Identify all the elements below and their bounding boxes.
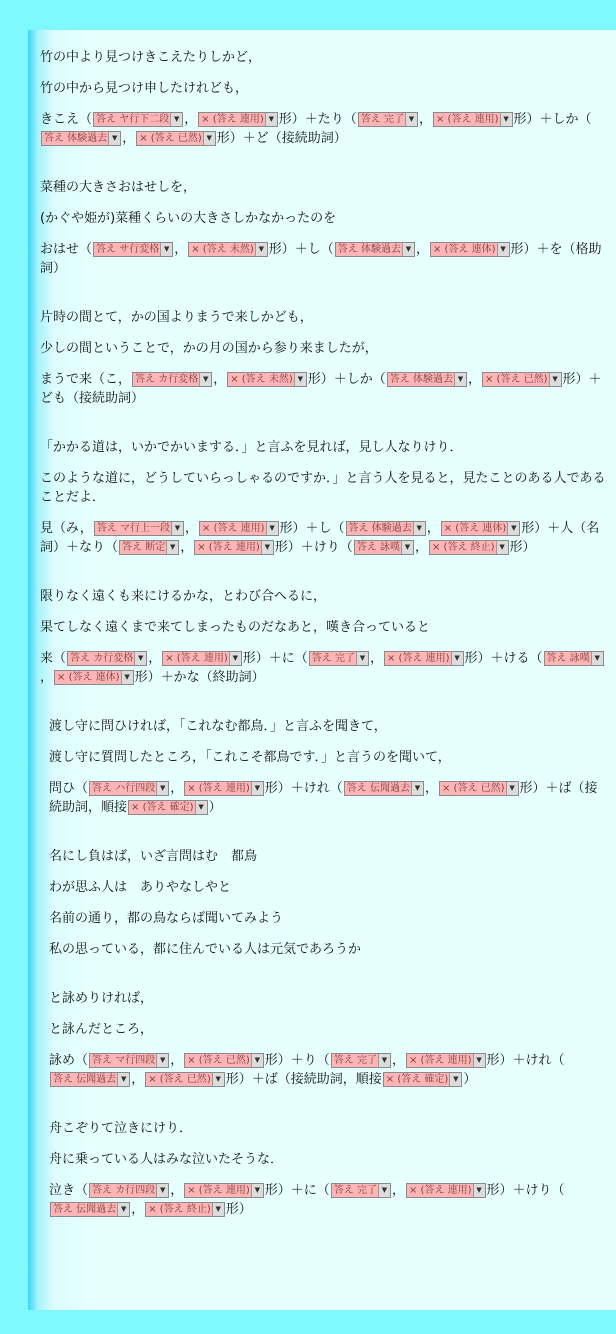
- analysis-text: 来（: [40, 651, 67, 666]
- analysis-text: 形）＋けれ（: [264, 781, 343, 796]
- chevron-down-icon: ▼: [473, 1054, 485, 1067]
- chevron-down-icon: ▼: [171, 522, 183, 535]
- analysis-line-8: [40, 1181, 606, 1219]
- chevron-down-icon: ▼: [402, 243, 414, 256]
- analysis-text: まうで来（こ，: [40, 372, 132, 387]
- translation-text-1: 竹の中から見つけ申したけれども，: [40, 81, 249, 96]
- analysis-text: ，: [467, 372, 481, 387]
- answer-select[interactable]: 答え 体験過去 ▼: [387, 372, 467, 387]
- answer-select[interactable]: × (答え 已然) ▼: [145, 1072, 225, 1087]
- analysis-text: おはせ（: [40, 242, 93, 257]
- chevron-down-icon: ▼: [166, 541, 178, 554]
- analysis-text: ，: [170, 781, 184, 796]
- answer-select[interactable]: × (答え 終止) ▼: [145, 1202, 225, 1217]
- answer-select[interactable]: × (答え 連用) ▼: [406, 1183, 486, 1198]
- answer-select[interactable]: × (答え 已然) ▼: [439, 781, 519, 796]
- answer-select[interactable]: 答え マ行四段 ▼: [89, 1053, 169, 1068]
- chevron-down-icon: ▼: [156, 1184, 168, 1197]
- chevron-down-icon: ▼: [497, 243, 509, 256]
- analysis-text: 形）＋し（: [279, 521, 345, 536]
- poem-translation-2: 私の思っている，都に住んでいる人は元気であろうか: [49, 942, 362, 957]
- analysis-line-1: [40, 110, 606, 148]
- answer-select[interactable]: 答え 伝聞過去 ▼: [50, 1202, 130, 1217]
- analysis-text: ，: [131, 1072, 145, 1087]
- chevron-down-icon: ▼: [507, 522, 519, 535]
- analysis-text: ，: [180, 540, 194, 555]
- analysis-text: ，: [40, 670, 54, 685]
- chevron-down-icon: ▼: [266, 522, 278, 535]
- answer-select[interactable]: × (答え 終止) ▼: [429, 540, 509, 555]
- answer-select[interactable]: × (答え 確定) ▼: [383, 1072, 463, 1087]
- chevron-down-icon: ▼: [229, 652, 241, 665]
- answer-select[interactable]: 答え 詠嘆 ▼: [544, 651, 604, 666]
- answer-select[interactable]: × (答え 連用) ▼: [184, 781, 264, 796]
- analysis-text: ，: [213, 372, 227, 387]
- chevron-down-icon: ▼: [203, 132, 215, 145]
- original-text-2: 菜種の大きさおはせしを，: [40, 180, 197, 195]
- chevron-down-icon: ▼: [411, 782, 423, 795]
- chevron-down-icon: ▼: [108, 132, 120, 145]
- analysis-text: 形）＋ば（接続助詞，順接: [49, 781, 598, 815]
- worksheet-content: [40, 48, 606, 1231]
- answer-select[interactable]: 答え 完了 ▼: [309, 651, 369, 666]
- analysis-text: ，: [131, 1202, 145, 1217]
- answer-select[interactable]: × (答え 未然) ▼: [227, 372, 307, 387]
- chevron-down-icon: ▼: [294, 373, 306, 386]
- translation-text-8: 舟に乗っている人はみな泣いたそうな．: [49, 1152, 284, 1167]
- chevron-down-icon: ▼: [401, 541, 413, 554]
- translation-text-2: (かぐや姫が)菜種くらいの大きさしかなかったのを: [40, 211, 337, 226]
- chevron-down-icon: ▼: [454, 373, 466, 386]
- answer-select[interactable]: 答え 完了 ▼: [358, 112, 418, 127]
- answer-select[interactable]: 答え サ行変格 ▼: [93, 242, 173, 257]
- answer-select[interactable]: × (答え 連用) ▼: [384, 651, 464, 666]
- translation-text-7: と詠んだところ，: [49, 1022, 154, 1037]
- chevron-down-icon: ▼: [506, 782, 518, 795]
- analysis-line-3: [40, 370, 606, 408]
- answer-select[interactable]: 答え ハ行四段 ▼: [89, 781, 169, 796]
- answer-select[interactable]: × (答え 連用) ▼: [433, 112, 513, 127]
- answer-select[interactable]: 答え 体験過去 ▼: [346, 521, 426, 536]
- analysis-text: 形）＋ど（接続助詞）: [216, 131, 347, 146]
- analysis-text: ，: [418, 112, 432, 127]
- answer-select[interactable]: × (答え 未然) ▼: [188, 242, 268, 257]
- answer-select[interactable]: × (答え 連体) ▼: [54, 670, 134, 685]
- chevron-down-icon: ▼: [117, 1073, 129, 1086]
- chevron-down-icon: ▼: [212, 1203, 224, 1216]
- answer-select[interactable]: 答え カ行変格 ▼: [132, 372, 212, 387]
- analysis-text: ）: [463, 1072, 477, 1087]
- analysis-text: ，: [170, 1183, 184, 1198]
- chevron-down-icon: ▼: [500, 113, 512, 126]
- chevron-down-icon: ▼: [496, 541, 508, 554]
- analysis-text: ，: [122, 131, 136, 146]
- answer-select[interactable]: × (答え 連用) ▼: [199, 521, 279, 536]
- analysis-text: 形）＋けれ（: [486, 1053, 565, 1068]
- answer-select[interactable]: 答え ヤ行下二段 ▼: [93, 112, 183, 127]
- answer-select[interactable]: × (答え 確定) ▼: [128, 800, 208, 815]
- analysis-text: ，: [148, 651, 162, 666]
- answer-select[interactable]: 答え カ行変格 ▼: [67, 651, 147, 666]
- answer-select[interactable]: 答え 体験過去 ▼: [41, 131, 121, 146]
- chevron-down-icon: ▼: [156, 1054, 168, 1067]
- chevron-down-icon: ▼: [251, 782, 263, 795]
- original-text-5: 限りなく遠くも来にけるかな，とわび合へるに，: [40, 589, 327, 604]
- analysis-text: ）: [208, 800, 222, 815]
- analysis-text: ，: [391, 1053, 405, 1068]
- answer-select[interactable]: × (答え 連用) ▼: [184, 1183, 264, 1198]
- analysis-text: ，: [184, 112, 198, 127]
- analysis-line-6: [40, 779, 606, 817]
- analysis-text: 形）＋たり（: [278, 112, 357, 127]
- answer-select[interactable]: 答え カ行四段 ▼: [89, 1183, 169, 1198]
- analysis-text: ，: [424, 781, 438, 796]
- poem-line-2: わが思ふ人は ありやなしやと: [49, 880, 232, 895]
- answer-select[interactable]: × (答え 連用) ▼: [194, 540, 274, 555]
- chevron-down-icon: ▼: [156, 782, 168, 795]
- chevron-down-icon: ▼: [199, 373, 211, 386]
- answer-select[interactable]: × (答え 連用) ▼: [162, 651, 242, 666]
- analysis-text: 形）＋ども（接続助詞）: [40, 372, 602, 406]
- analysis-text: 形）＋けり（: [486, 1183, 565, 1198]
- translation-text-4: このような道に，どうしていらっしゃるのですか．」と言う人を見ると，見たことのある人であることだよ．: [40, 471, 606, 505]
- analysis-text: きこえ（: [40, 112, 93, 127]
- original-text-4: 「かかる道は，いかでかいまする．」と言ふを見れば，見し人なりけり．: [40, 440, 463, 455]
- analysis-text: 形）＋しか（: [513, 112, 592, 127]
- analysis-text: 形）＋に（: [264, 1183, 330, 1198]
- chevron-down-icon: ▼: [449, 1073, 461, 1086]
- translation-text-6: 渡し守に質問したところ，「これこそ都鳥です．」と言うのを聞いて，: [49, 750, 451, 765]
- translation-text-3: 少しの間ということで，かの月の国から参り来ましたが，: [40, 341, 378, 356]
- chevron-down-icon: ▼: [413, 522, 425, 535]
- answer-select[interactable]: × (答え 連体) ▼: [441, 521, 521, 536]
- answer-select[interactable]: 答え 完了 ▼: [331, 1183, 391, 1198]
- chevron-down-icon: ▼: [195, 801, 207, 814]
- chevron-down-icon: ▼: [134, 652, 146, 665]
- analysis-text: ，: [170, 1053, 184, 1068]
- analysis-text: 見（み，: [40, 521, 93, 536]
- answer-select[interactable]: × (答え 已然) ▼: [184, 1053, 264, 1068]
- analysis-text: 形）＋に（: [242, 651, 308, 666]
- chevron-down-icon: ▼: [265, 113, 277, 126]
- answer-select[interactable]: 答え マ行上一段 ▼: [94, 521, 184, 536]
- chevron-down-icon: ▼: [261, 541, 273, 554]
- analysis-text: ，: [174, 242, 188, 257]
- worksheet-panel: [28, 30, 616, 1310]
- answer-select[interactable]: 答え 完了 ▼: [331, 1053, 391, 1068]
- chevron-down-icon: ▼: [255, 243, 267, 256]
- chevron-down-icon: ▼: [378, 1054, 390, 1067]
- analysis-text: 形）＋し（: [268, 242, 334, 257]
- analysis-text: ，: [426, 521, 440, 536]
- answer-select[interactable]: 答え 詠嘆 ▼: [354, 540, 414, 555]
- analysis-text: 形）＋かな（終助詞）: [134, 670, 265, 685]
- analysis-text: 泣き（: [49, 1183, 89, 1198]
- answer-select[interactable]: × (答え 連用) ▼: [198, 112, 278, 127]
- analysis-text: 形）＋けり（: [274, 540, 353, 555]
- analysis-text: 形）: [225, 1202, 252, 1217]
- original-text-8: 舟こぞりて泣きにけり．: [49, 1121, 193, 1136]
- chevron-down-icon: ▼: [117, 1203, 129, 1216]
- analysis-text: 問ひ（: [49, 781, 89, 796]
- chevron-down-icon: ▼: [121, 671, 133, 684]
- chevron-down-icon: ▼: [549, 373, 561, 386]
- analysis-line-4: [40, 519, 606, 557]
- analysis-text: 形）＋を（格助詞）: [40, 242, 602, 276]
- answer-select[interactable]: × (答え 已然) ▼: [136, 131, 216, 146]
- original-text-3: 片時の間とて，かの国よりまうで来しかども，: [40, 310, 313, 325]
- analysis-text: ，: [369, 651, 383, 666]
- answer-select[interactable]: 答え 断定 ▼: [119, 540, 179, 555]
- analysis-text: 形）: [509, 540, 536, 555]
- answer-select[interactable]: × (答え 已然) ▼: [482, 372, 562, 387]
- chevron-down-icon: ▼: [251, 1054, 263, 1067]
- analysis-text: 形）＋しか（: [307, 372, 386, 387]
- chevron-down-icon: ▼: [160, 243, 172, 256]
- analysis-text: ，: [391, 1183, 405, 1198]
- answer-select[interactable]: 答え 体験過去 ▼: [335, 242, 415, 257]
- original-text-1: 竹の中より見つけきこえたりしかど，: [40, 50, 262, 65]
- analysis-text: 形）＋ける（: [464, 651, 543, 666]
- analysis-text: ，: [414, 540, 428, 555]
- chevron-down-icon: ▼: [473, 1184, 485, 1197]
- chevron-down-icon: ▼: [212, 1073, 224, 1086]
- analysis-text: 形）＋ば（接続助詞，順接: [225, 1072, 382, 1087]
- translation-text-5: 果てしなく遠くまで来てしまったものだなあと，嘆き合っていると: [40, 620, 431, 635]
- answer-select[interactable]: × (答え 連体) ▼: [430, 242, 510, 257]
- analysis-line-2: [40, 240, 606, 278]
- chevron-down-icon: ▼: [170, 113, 182, 126]
- analysis-text: 形）＋人（名詞）＋なり（: [40, 521, 600, 555]
- original-text-7: と詠めりければ，: [49, 991, 154, 1006]
- analysis-text: 詠め（: [49, 1053, 89, 1068]
- chevron-down-icon: ▼: [451, 652, 463, 665]
- poem-line-1: 名にし負はば，いざ言問はむ 都鳥: [49, 849, 258, 864]
- answer-select[interactable]: × (答え 連用) ▼: [406, 1053, 486, 1068]
- original-text-6: 渡し守に問ひければ，「これなむ都鳥．」と言ふを聞きて，: [49, 719, 387, 734]
- chevron-down-icon: ▼: [378, 1184, 390, 1197]
- chevron-down-icon: ▼: [591, 652, 603, 665]
- analysis-text: 形）＋り（: [264, 1053, 330, 1068]
- answer-select[interactable]: 答え 伝聞過去 ▼: [50, 1072, 130, 1087]
- chevron-down-icon: ▼: [251, 1184, 263, 1197]
- chevron-down-icon: ▼: [356, 652, 368, 665]
- analysis-line-7: [40, 1051, 606, 1089]
- chevron-down-icon: ▼: [405, 113, 417, 126]
- analysis-text: ，: [415, 242, 429, 257]
- analysis-line-5: [40, 649, 606, 687]
- poem-translation-1: 名前の通り，都の鳥ならば聞いてみよう: [49, 911, 284, 926]
- analysis-text: ，: [184, 521, 198, 536]
- answer-select[interactable]: 答え 伝聞過去 ▼: [344, 781, 424, 796]
